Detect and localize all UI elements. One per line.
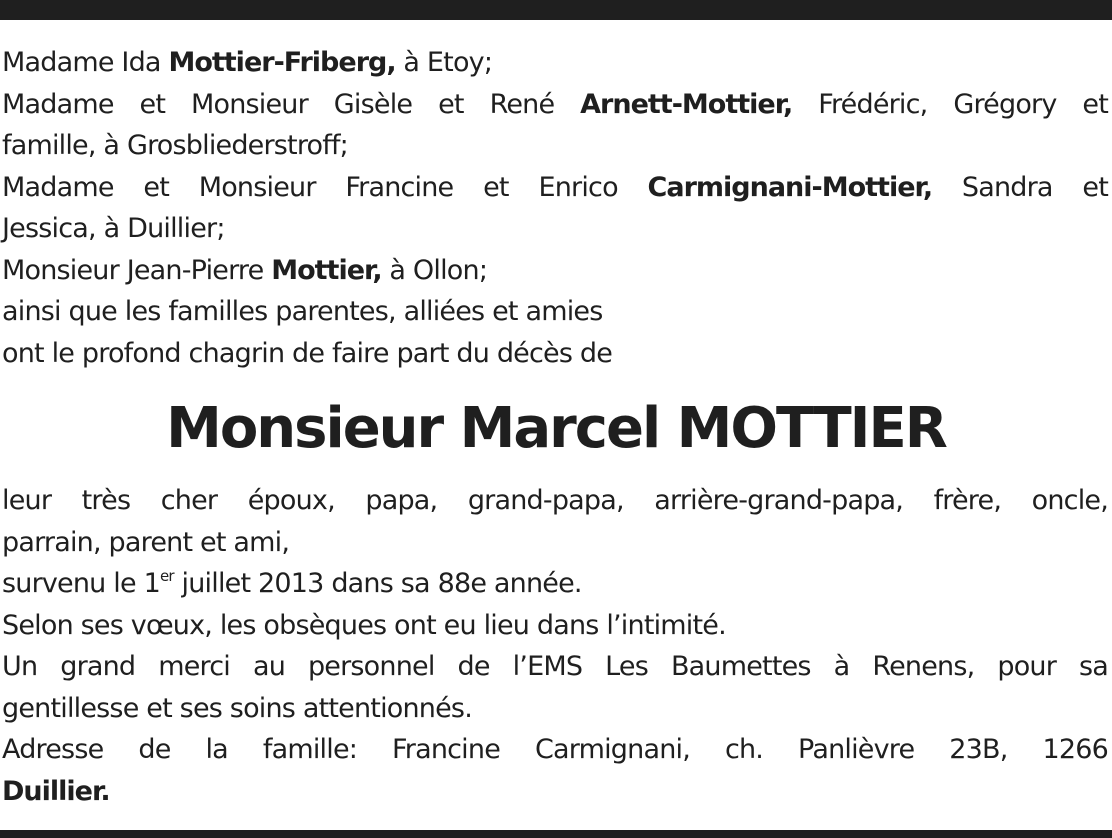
family-line: famille, à Grosbliederstroff;: [2, 130, 348, 161]
ordinal-superscript: er: [159, 567, 174, 585]
surname: Mottier-Friberg,: [168, 47, 396, 78]
text-span: Sandra et: [932, 171, 1109, 203]
text-span: Madame et Monsieur Gisèle et René: [2, 88, 581, 120]
town-name: Duillier.: [2, 775, 110, 807]
family-line: [2, 42, 1108, 84]
surname: Arnett-Mottier,: [580, 88, 793, 120]
details-line: parrain, parent et ami,: [2, 526, 290, 558]
family-line: ont le profond chagrin de faire part du décès de: [2, 337, 613, 369]
family-announcement: [2, 42, 1108, 374]
text-span: à Ollon;: [381, 254, 488, 286]
details-line: gentillesse et ses soins attentionnés.: [2, 692, 472, 724]
text-span: Frédéric, Grégory et: [792, 88, 1108, 120]
text-span: Madame et Monsieur Francine et Enrico: [2, 171, 648, 203]
bottom-border-rule: [0, 830, 1112, 838]
details-line: leur très cher époux, papa, grand-papa, arrière-grand-papa, frère, oncle,: [2, 485, 1108, 516]
obituary-details: [2, 480, 1108, 812]
details-line: Adresse de la famille: Francine Carmignani, ch. Panlièvre 23B, 1266: [2, 734, 1108, 765]
text-span: juillet 2013 dans sa 88e année.: [173, 568, 582, 599]
family-line: [2, 167, 1108, 209]
text-span: Madame Ida: [2, 47, 169, 78]
family-line: [2, 250, 1108, 292]
details-line: Selon ses vœux, les obsèques ont eu lieu dans l’intimité.: [2, 609, 726, 641]
surname: Mottier,: [271, 254, 382, 286]
details-line: [2, 771, 1108, 813]
text-span: à Etoy;: [395, 47, 493, 78]
details-line: [2, 563, 1108, 605]
family-line: ainsi que les familles parentes, alliées et amies: [2, 296, 603, 327]
details-line: Un grand merci au personnel de l’EMS Les Baumettes à Renens, pour sa: [2, 651, 1108, 682]
surname: Carmignani-Mottier,: [647, 171, 933, 203]
family-line: Jessica, à Duillier;: [2, 213, 225, 244]
text-span: Monsieur Jean-Pierre: [2, 254, 272, 286]
deceased-name-heading: Monsieur Marcel MOTTIER: [166, 396, 946, 461]
top-border-rule: [0, 0, 1112, 20]
family-line: [2, 84, 1108, 126]
text-span: survenu le 1: [2, 568, 160, 599]
